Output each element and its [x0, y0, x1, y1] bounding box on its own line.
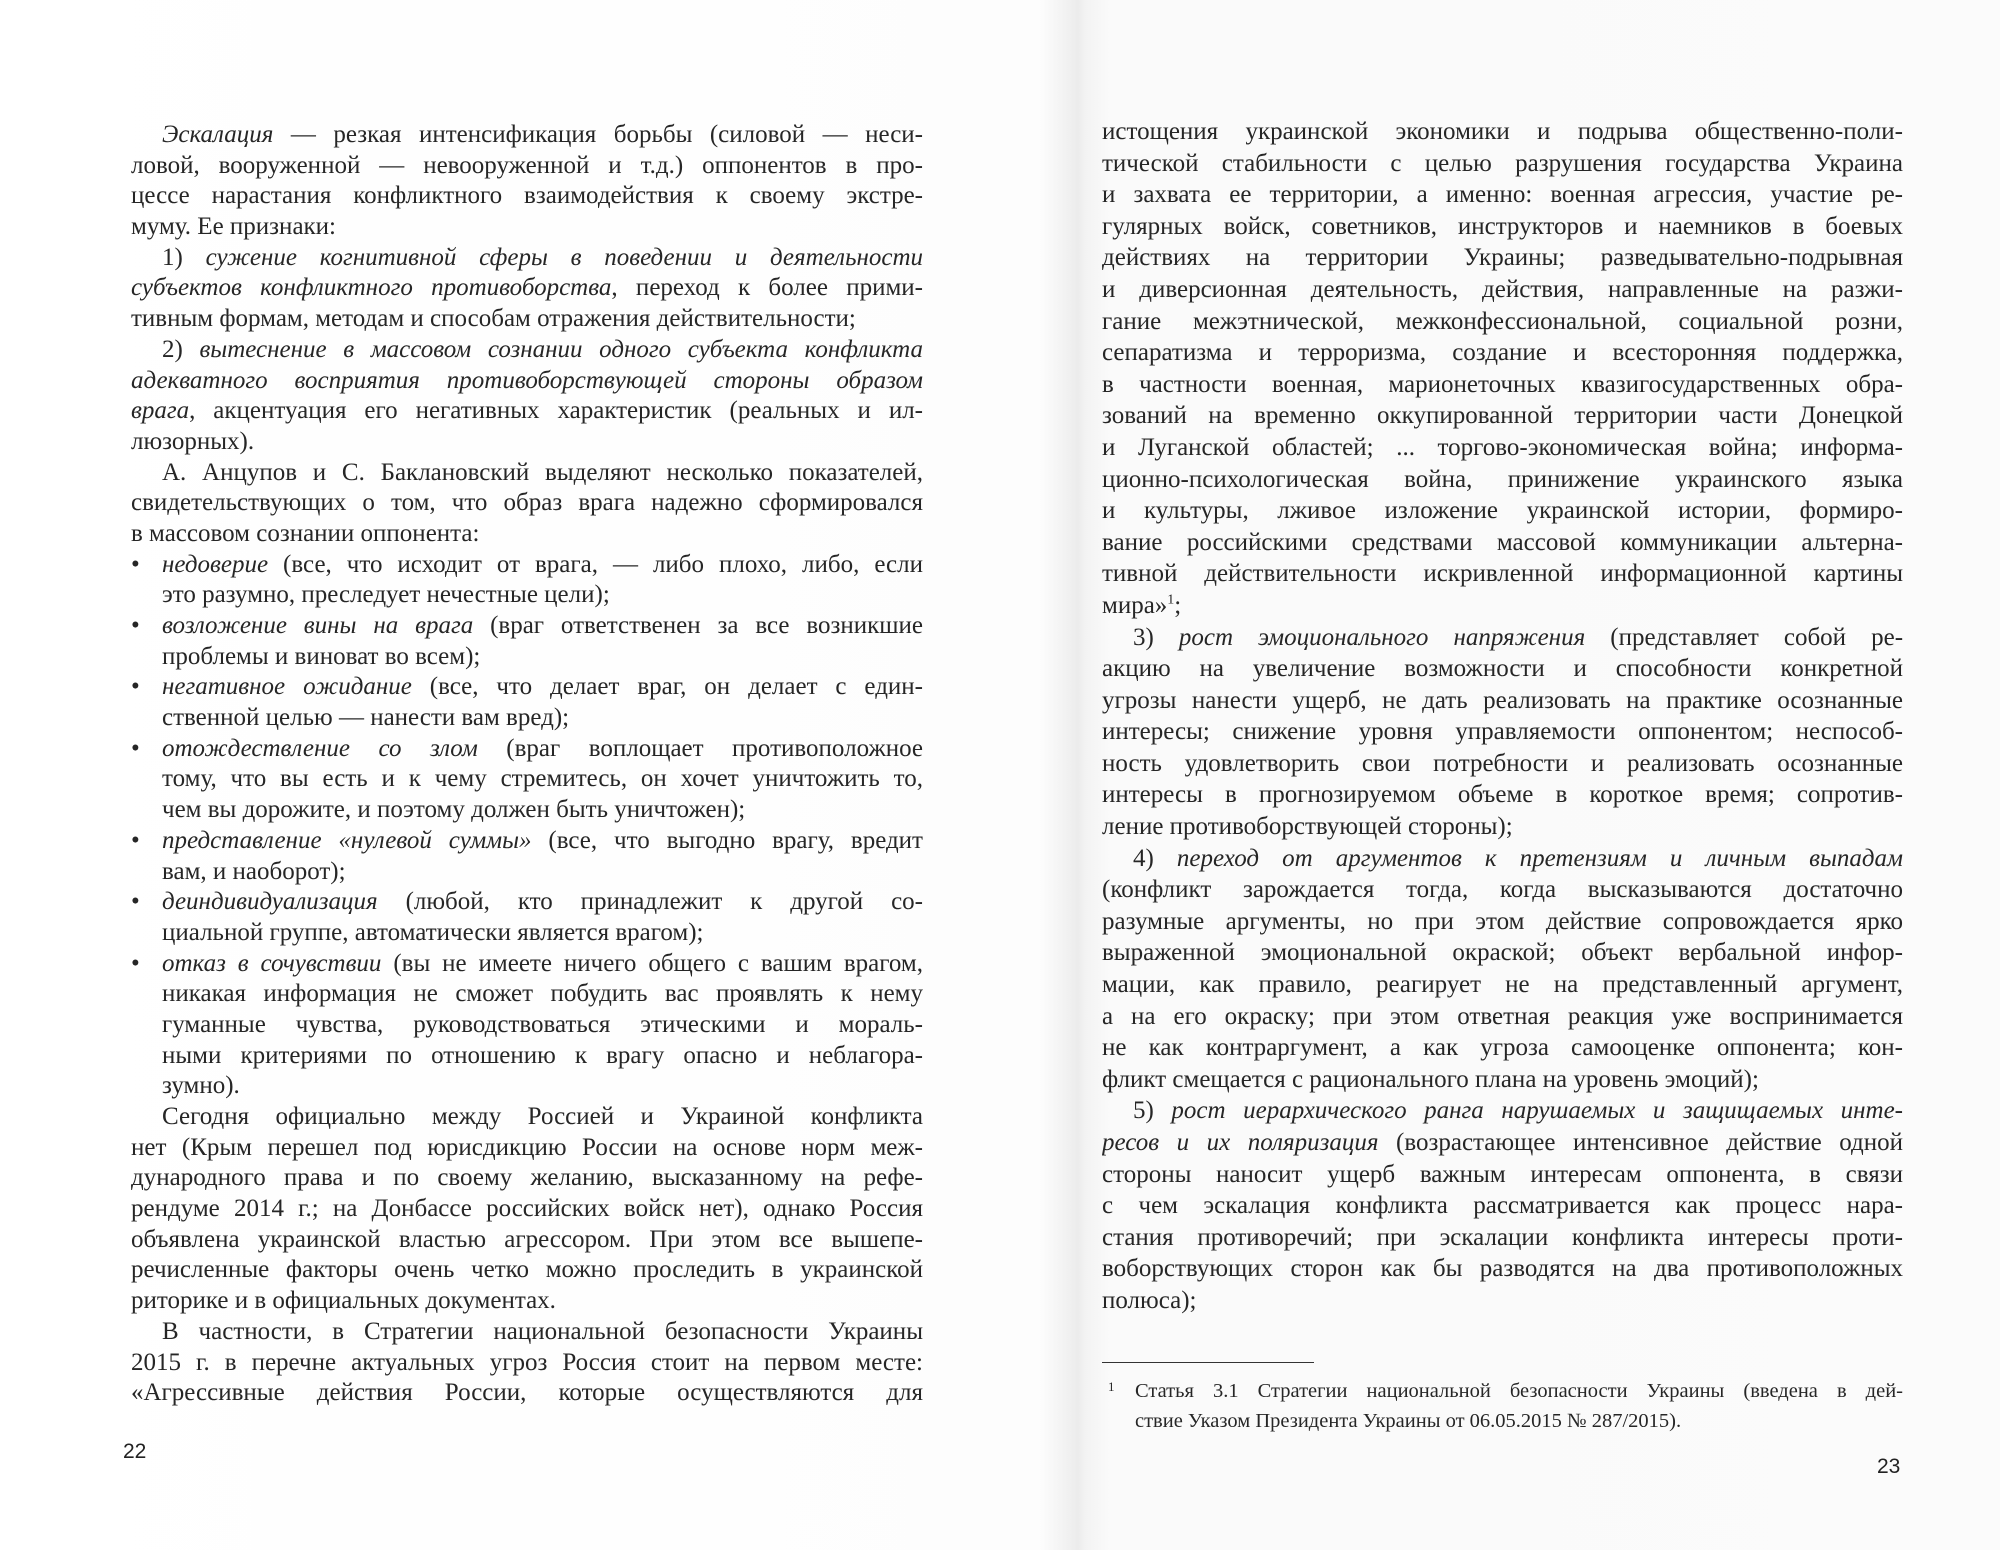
text-segment: дународного права и по своему желанию, высказанному на рефе-	[131, 1164, 923, 1192]
paragraph	[131, 335, 923, 458]
text-segment: А. Анцупов и С. Баклановский выделяют несколько показателей,	[162, 458, 923, 486]
text-line	[1102, 685, 1903, 717]
text-line	[1102, 1222, 1903, 1254]
text-segment: ственной целью — нанести вам вред);	[162, 704, 570, 732]
text-segment: (представляет собой ре-	[1585, 623, 1903, 651]
emphasis-text: субъектов конфликтного противоборства	[131, 274, 612, 302]
text-line	[162, 795, 923, 826]
paragraph	[131, 1317, 923, 1409]
left-page-text	[131, 120, 923, 1409]
page-number-right: 23	[1877, 1455, 1901, 1478]
text-line	[131, 335, 923, 366]
text-line	[162, 1041, 923, 1072]
text-line	[1102, 116, 1903, 148]
text-line	[1102, 432, 1903, 464]
text-segment: (любой, кто принадлежит к другой со-	[377, 888, 923, 916]
text-segment: сепаратизма и терроризма, создание и всесторонняя поддержка,	[1102, 339, 1903, 367]
text-line	[162, 949, 923, 980]
text-segment: мира»	[1102, 591, 1168, 619]
text-line	[1102, 969, 1903, 1001]
text-segment: вам, и наоборот);	[162, 857, 346, 885]
text-line	[162, 550, 923, 581]
emphasis-text: представление «нулевой суммы»	[162, 826, 532, 854]
text-line	[1102, 464, 1903, 496]
text-line	[1102, 242, 1903, 274]
text-line	[1102, 179, 1903, 211]
text-line	[131, 458, 923, 489]
text-segment: (враг ответственен за все возникшие	[473, 612, 923, 639]
text-line	[1102, 306, 1903, 338]
text-segment: и диверсионная деятельность, действия, направленные на разжи-	[1102, 275, 1903, 303]
text-segment: интересы в прогнозируемом объеме в короткое время; сопротив-	[1102, 781, 1903, 809]
paragraph	[1102, 116, 1903, 622]
text-line	[131, 1255, 923, 1286]
text-segment: (конфликт зарождается тогда, когда высказываются достаточно	[1102, 876, 1903, 904]
text-segment: речисленные факторы очень четко можно проследить в украинской	[131, 1256, 923, 1284]
paragraph	[131, 1102, 923, 1317]
text-line	[131, 366, 923, 397]
text-segment: Сегодня официально между Россией и Украиной конфликта	[162, 1103, 923, 1130]
text-line	[131, 1378, 923, 1409]
text-line	[1102, 400, 1903, 432]
text-line	[1102, 1064, 1903, 1096]
text-segment: В частности, в Стратегии национальной безопасности Украины	[162, 1317, 923, 1345]
text-line	[1102, 1159, 1903, 1191]
text-line	[162, 580, 923, 611]
text-segment: мации, как правило, реагирует не на представленный аргумент,	[1102, 971, 1903, 999]
text-line	[1102, 495, 1903, 527]
text-segment: стания противоречий; при эскалации конфликта интересы проти-	[1102, 1223, 1903, 1251]
text-line	[131, 1286, 923, 1317]
text-segment: люзорных).	[131, 427, 255, 455]
text-line	[1102, 874, 1903, 906]
text-segment: зумно).	[162, 1072, 240, 1100]
text-segment: тивным формам, методам и способам отражения действительности;	[131, 305, 856, 333]
text-line	[131, 1163, 923, 1194]
text-line	[1102, 779, 1903, 811]
text-line	[1102, 748, 1903, 780]
text-segment: ловой, вооруженной — невооруженной и т.д.) оппонентов в про-	[131, 151, 923, 179]
text-line	[1102, 716, 1903, 748]
text-line	[131, 1133, 923, 1164]
text-line	[1102, 337, 1903, 369]
text-segment: чем вы дорожите, и поэтому должен быть уничтожен);	[162, 796, 746, 824]
emphasis-text: ресов и их поляризация	[1102, 1129, 1379, 1156]
text-line	[1102, 558, 1903, 590]
text-segment: циальной группе, автоматически является врагом);	[162, 918, 704, 946]
text-line	[162, 1071, 923, 1102]
text-segment: тивной действительности искривленной информационной картины	[1102, 560, 1903, 588]
footnote-line: ствие Указом Президента Украины от 06.05.2015 № 287/2015).	[1135, 1410, 1682, 1432]
text-segment: гулярных войск, советников, инструкторов и наемников в боевых	[1102, 212, 1903, 240]
text-line	[162, 1010, 923, 1041]
text-line	[1102, 622, 1903, 654]
text-segment: полюса);	[1102, 1286, 1197, 1314]
text-line	[131, 304, 923, 335]
text-line	[162, 611, 923, 642]
text-line	[131, 151, 923, 182]
text-segment: не как контраргумент, а как угроза самооценке оппонента; кон-	[1102, 1034, 1903, 1062]
paragraph	[131, 243, 923, 335]
emphasis-text: вытеснение в массовом сознании одного субъекта конфликта	[199, 335, 923, 363]
text-line	[1102, 148, 1903, 180]
text-line	[162, 672, 923, 703]
text-line	[1102, 211, 1903, 243]
text-line	[131, 120, 923, 151]
text-line	[1102, 527, 1903, 559]
paragraph	[1102, 622, 1903, 843]
text-segment: и захвата ее территории, а именно: военная агрессия, участие ре-	[1102, 181, 1903, 209]
text-line	[162, 734, 923, 765]
emphasis-text: врага	[131, 397, 190, 425]
text-line	[131, 488, 923, 519]
text-segment: ление противоборствующей стороны);	[1102, 813, 1513, 841]
text-segment: действиях на территории Украины; разведывательно-подрывная	[1102, 244, 1903, 272]
text-segment: муму. Ее признаки:	[131, 213, 337, 241]
bullet-item	[131, 734, 923, 826]
text-segment: фликт смещается с рационального плана на уровень эмоций);	[1102, 1065, 1759, 1093]
text-line	[131, 1348, 923, 1379]
text-segment: истощения украинской экономики и подрыва общественно-поли-	[1102, 118, 1903, 145]
text-line	[131, 396, 923, 427]
paragraph	[131, 120, 923, 243]
emphasis-text: отказ в сочувствии	[162, 949, 382, 977]
text-segment: ционно-психологическая война, принижение украинского языка	[1102, 465, 1903, 493]
text-line	[1102, 906, 1903, 938]
text-segment: разумные аргументы, но при этом действие сопровождается ярко	[1102, 907, 1903, 935]
text-line	[131, 181, 923, 212]
text-line	[1102, 1190, 1903, 1222]
text-line	[162, 703, 923, 734]
emphasis-text: отождествление со злом	[162, 734, 478, 762]
emphasis-text: рост эмоционального напряжения	[1178, 623, 1586, 651]
text-segment: акцию на увеличение возможности и способности конкретной	[1102, 655, 1903, 683]
bullet-item	[131, 949, 923, 1102]
text-line	[1102, 1001, 1903, 1033]
text-segment: ;	[1174, 591, 1182, 619]
text-segment: 4)	[1133, 844, 1177, 872]
text-segment: , переход к более прими-	[611, 274, 923, 302]
text-segment: и Луганской областей; ... торгово-экономическая война; информа-	[1102, 433, 1903, 461]
footnote-line: Статья 3.1 Стратегии национальной безопасности Украины (введена в дей-	[1135, 1380, 1903, 1402]
text-segment: — резкая интенсификация борьбы (силовой — неси-	[273, 121, 923, 148]
text-segment: это разумно, преследует нечестные цели);	[162, 581, 610, 609]
text-line	[1102, 274, 1903, 306]
text-line	[1102, 1127, 1903, 1159]
text-segment: (все, что исходит от врага, — либо плохо, либо, если	[268, 550, 923, 578]
text-segment: стороны наносит ущерб важным интересам оппонента, в связи	[1102, 1160, 1903, 1188]
text-line	[131, 1194, 923, 1225]
text-segment: рендуме 2014 г.; на Донбассе российских войск нет), однако Россия	[131, 1195, 923, 1223]
text-segment: цессе нарастания конфликтного взаимодействия к своему экстре-	[131, 182, 923, 210]
text-line	[1102, 653, 1903, 685]
text-line	[1102, 369, 1903, 401]
text-line	[162, 642, 923, 673]
text-segment: 1)	[162, 243, 206, 271]
footnote-divider	[1102, 1362, 1314, 1363]
text-segment: 2015 г. в перечне актуальных угроз Россия стоит на первом месте:	[131, 1348, 923, 1376]
text-segment: свидетельствующих о том, что образ врага надежно сформировался	[131, 489, 923, 517]
text-segment: в массовом сознании оппонента:	[131, 519, 480, 547]
text-line	[131, 212, 923, 243]
text-segment: ность удовлетворить свои потребности и реализовать осознанные	[1102, 749, 1903, 777]
text-segment: «Агрессивные действия России, которые осуществляются для	[131, 1379, 923, 1407]
text-segment: (возрастающее интенсивное действие одной	[1378, 1129, 1903, 1156]
emphasis-text: переход от аргументов к претензиям и личным выпадам	[1176, 844, 1903, 872]
text-segment: (враг воплощает противоположное	[477, 734, 923, 762]
text-line	[162, 826, 923, 857]
text-segment: ными критериями по отношению к врагу опасно и неблагора-	[162, 1041, 923, 1069]
text-segment: объявлена украинской властью агрессором. При этом все вышепе-	[131, 1225, 923, 1253]
text-segment: интересы; снижение уровня управляемости оппонентом; неспособ-	[1102, 718, 1903, 746]
text-line	[1102, 843, 1903, 875]
bullet-item	[131, 826, 923, 887]
emphasis-text: адекватного восприятия противоборствующей стороны образом	[131, 366, 923, 394]
paragraph	[131, 458, 923, 550]
emphasis-text: возложение вины на врага	[162, 612, 474, 639]
text-segment: в частности военная, марионеточных квазигосударственных обра-	[1102, 370, 1903, 398]
emphasis-text: деиндивидуализация	[162, 888, 378, 916]
text-line	[131, 519, 923, 550]
text-line	[131, 427, 923, 458]
text-segment: воборствующих сторон как бы разводятся на два противоположных	[1102, 1255, 1903, 1283]
text-line	[1102, 937, 1903, 969]
bullet-item	[131, 887, 923, 948]
text-line	[131, 1225, 923, 1256]
text-segment: , акцентуация его негативных характеристик (реальных и ил-	[189, 397, 923, 425]
text-segment: проблемы и виноват во всем);	[162, 642, 481, 670]
text-line	[1102, 1253, 1903, 1285]
bullet-item	[131, 672, 923, 733]
text-line	[1102, 1095, 1903, 1127]
text-line	[131, 1102, 923, 1133]
text-segment: и культуры, лживое изложение украинской истории, формиро-	[1102, 497, 1903, 525]
emphasis-text: недоверие	[162, 550, 269, 578]
text-segment: а на его окраску; при этом ответная реакция уже воспринимается	[1102, 1002, 1903, 1030]
footnote-mark: 1	[1108, 1379, 1115, 1394]
text-segment: риторике и в официальных документах.	[131, 1287, 556, 1315]
text-line	[162, 764, 923, 795]
right-page-text	[1102, 116, 1903, 1317]
text-segment: 5)	[1133, 1097, 1172, 1125]
text-segment: тической стабильности с целью разрушения государства Украина	[1102, 149, 1903, 177]
text-segment: тому, что вы есть и к чему стремитесь, он хочет уничтожить то,	[162, 765, 923, 793]
text-segment: выраженной эмоциональной окраской; объект вербальной инфор-	[1102, 939, 1903, 967]
paragraph	[1102, 843, 1903, 1096]
text-line	[162, 857, 923, 888]
page-number-left: 22	[123, 1440, 147, 1463]
text-segment: никакая информация не сможет побудить вас проявлять к нему	[162, 980, 923, 1008]
text-line	[162, 887, 923, 918]
footnote	[1102, 1376, 1903, 1436]
text-segment: (все, что делает враг, он делает с един-	[411, 673, 923, 701]
bullet-item	[131, 611, 923, 672]
text-line	[131, 273, 923, 304]
text-segment: угрозы нанести ущерб, не дать реализовать на практике осознанные	[1102, 686, 1903, 714]
text-segment: гуманные чувства, руководствоваться этическими и мораль-	[162, 1010, 923, 1038]
text-line	[131, 1317, 923, 1348]
text-segment: зований на временно оккупированной территории части Донецкой	[1102, 402, 1903, 430]
text-segment: (вы не имеете ничего общего с вашим врагом,	[381, 949, 923, 977]
text-segment: нет (Крым перешел под юрисдикцию России на основе норм меж-	[131, 1133, 923, 1161]
emphasis-text: негативное ожидание	[162, 673, 412, 701]
text-line	[1102, 1285, 1903, 1317]
paragraph	[1102, 1095, 1903, 1316]
text-line	[1102, 811, 1903, 843]
text-segment: (все, что выгодно врагу, вредит	[531, 826, 923, 854]
text-line	[1102, 1032, 1903, 1064]
text-line	[162, 918, 923, 949]
text-line	[1102, 590, 1903, 622]
text-line	[162, 979, 923, 1010]
text-segment: 3)	[1133, 623, 1179, 651]
footnote-reference: 1	[1167, 592, 1175, 608]
text-segment: с чем эскалация конфликта рассматривается как процесс нара-	[1102, 1192, 1903, 1220]
emphasis-text: рост иерархического ранга нарушаемых и защищаемых инте-	[1171, 1097, 1903, 1125]
bullet-item	[131, 550, 923, 611]
text-segment: гание межэтнической, межконфессиональной, социальной розни,	[1102, 307, 1903, 335]
text-segment: вание российскими средствами массовой коммуникации альтерна-	[1102, 528, 1903, 556]
emphasis-text: Эскалация	[162, 121, 274, 148]
text-line	[131, 243, 923, 274]
text-segment: 2)	[162, 335, 200, 363]
emphasis-text: сужение когнитивной сферы в поведении и деятельности	[205, 243, 923, 271]
